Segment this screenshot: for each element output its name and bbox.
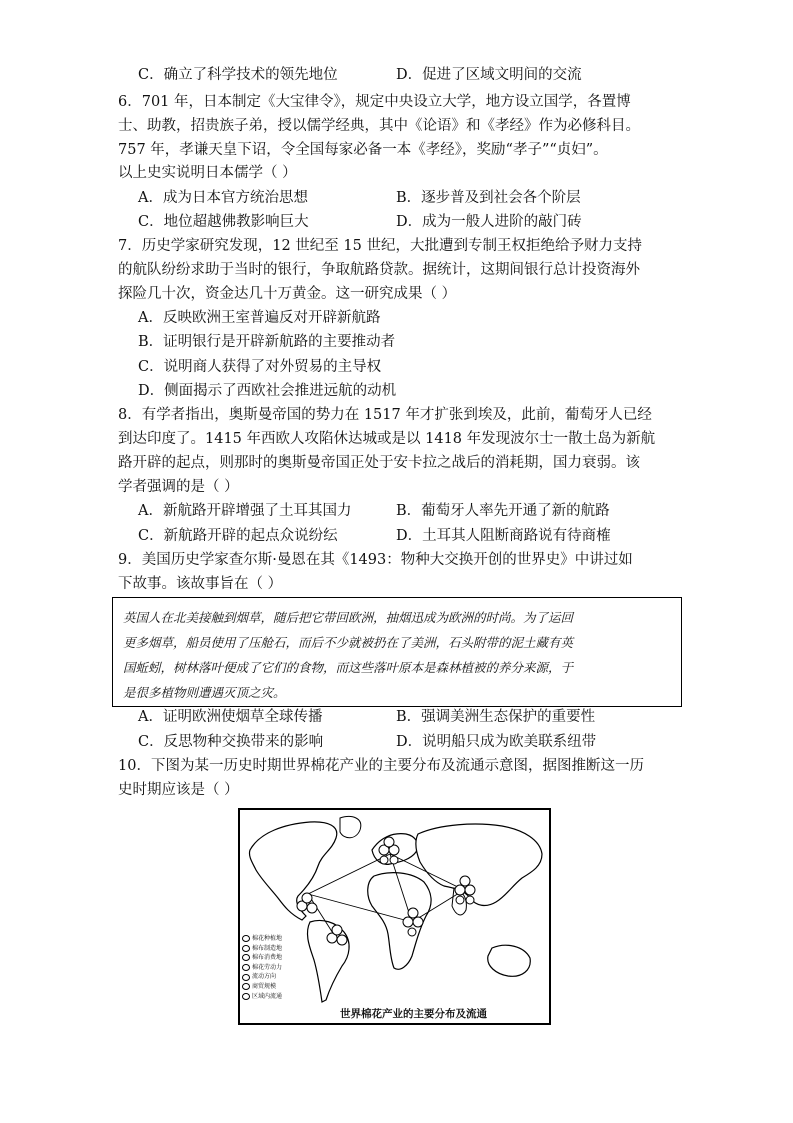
q9-material-box bbox=[112, 597, 682, 707]
q8-stem-line-3: 路开辟的起点，则那时的奥斯曼帝国正处于安卡拉之战后的消耗期，国力衰弱。该 bbox=[118, 455, 640, 471]
q8-option-b: B．葡萄牙人率先开通了新的航路 bbox=[396, 503, 610, 519]
q6-option-d: D．成为一般人进阶的敲门砖 bbox=[396, 214, 582, 230]
legend-item: 棉布消费地 bbox=[242, 953, 300, 963]
legend-arrow-icon bbox=[242, 974, 250, 981]
q6-stem-line-2: 士、助教，招贵族子弟，授以儒学经典，其中《论语》和《孝经》作为必修科目。 bbox=[118, 118, 640, 134]
q7-option-b: B．证明银行是开辟新航路的主要推动者 bbox=[138, 334, 396, 350]
asia-landmass bbox=[416, 824, 542, 905]
legend-symbol-icon bbox=[242, 935, 250, 942]
legend-item: 棉花种植地 bbox=[242, 934, 300, 944]
legend-symbol-icon bbox=[242, 983, 250, 990]
q8-stem-line-2: 到达印度了。1415 年西欧人攻陷休达城或是以 1418 年发现波尔士一散土岛为新航 bbox=[118, 431, 656, 447]
q9-stem-line-2: 下故事。该故事旨在（ ） bbox=[118, 576, 283, 592]
q8-stem-line-4: 学者强调的是（ ） bbox=[118, 479, 239, 495]
q8-option-c: C．新航路开辟的起点众说纷纭 bbox=[138, 528, 338, 544]
q5-option-c: C．确立了科学技术的领先地位 bbox=[138, 67, 338, 83]
q9-option-a: A．证明欧洲使烟草全球传播 bbox=[138, 709, 323, 725]
q9-material-line-3: 国蚯蚓，树林落叶便成了它们的食物，而这些落叶原本是森林植被的养分来源，于 bbox=[123, 660, 574, 675]
legend-cluster-icon bbox=[242, 993, 250, 1000]
q6-option-b: B．逐步普及到社会各个阶层 bbox=[396, 190, 581, 206]
legend-item: 棉布制造地 bbox=[242, 944, 300, 954]
australia-landmass bbox=[488, 945, 531, 976]
q6-option-a: A．成为日本官方统治思想 bbox=[138, 190, 308, 206]
legend-item: 商贸规模 bbox=[242, 982, 300, 992]
map-legend bbox=[242, 934, 300, 1001]
q5-option-d: D．促进了区域文明间的交流 bbox=[396, 67, 582, 83]
q7-stem-line-1: 7．历史学家研究发现，12 世纪至 15 世纪，大批遭到专制王权拒绝给予财力支持 bbox=[118, 238, 642, 254]
south-america-landmass bbox=[307, 920, 349, 1002]
q10-stem-line-1: 10．下图为某一历史时期世界棉花产业的主要分布及流通示意图，据图推断这一历 bbox=[118, 758, 644, 774]
q10-stem-line-2: 史时期应该是（ ） bbox=[118, 782, 239, 798]
map-caption: 世界棉花产业的主要分布及流通 bbox=[340, 1008, 487, 1020]
greenland-landmass bbox=[340, 817, 361, 838]
q9-material-line-1: 英国人在北美接触到烟草，随后把它带回欧洲，抽烟迅成为欧洲的时尚。为了运回 bbox=[123, 610, 574, 625]
legend-item: 棉花劳动力 bbox=[242, 963, 300, 973]
q9-material-line-2: 更多烟草，船员使用了压舱石，而后不少就被扔在了美洲，石头附带的泥土藏有英 bbox=[123, 635, 574, 650]
legend-symbol-icon bbox=[242, 945, 250, 952]
legend-item: 区域内流通 bbox=[242, 992, 300, 1002]
q9-option-d: D．说明船只成为欧美联系纽带 bbox=[396, 734, 597, 750]
q8-option-a: A．新航路开辟增强了土耳其国力 bbox=[138, 503, 352, 519]
legend-symbol-icon bbox=[242, 964, 250, 971]
q6-option-c: C．地位超越佛教影响巨大 bbox=[138, 214, 309, 230]
q6-stem-line-3: 757 年，孝谦天皇下诏，令全国每家必备一本《孝经》，奖励“孝子”“贞妇”。 bbox=[118, 142, 608, 158]
q6-stem-line-1: 6．701 年，日本制定《大宝律令》，规定中央设立大学，地方设立国学，各置博 bbox=[118, 94, 631, 110]
q9-option-b: B．强调美洲生态保护的重要性 bbox=[396, 709, 596, 725]
q7-stem-line-2: 的航队纷纷求助于当时的银行，争取航路贷款。据统计，这期间银行总计投资海外 bbox=[118, 262, 640, 278]
world-cotton-map bbox=[238, 808, 551, 1025]
legend-item: 流动方向 bbox=[242, 972, 300, 982]
legend-symbol-icon bbox=[242, 954, 250, 961]
q6-stem-line-4: 以上史实说明日本儒学（ ） bbox=[118, 165, 297, 181]
q9-stem-line-1: 9．美国历史学家查尔斯·曼恩在其《1493：物种大交换开创的世界史》中讲过如 bbox=[118, 552, 633, 568]
q9-option-c: C．反思物种交换带来的影响 bbox=[138, 734, 324, 750]
q9-material-line-4: 是很多植物则遭遇灭顶之灾。 bbox=[123, 685, 286, 700]
q8-stem-line-1: 8．有学者指出，奥斯曼帝国的势力在 1517 年才扩张到埃及，此前，葡萄牙人已经 bbox=[118, 407, 652, 423]
q7-option-d: D．侧面揭示了西欧社会推进远航的动机 bbox=[138, 383, 397, 399]
q8-option-d: D．土耳其人阻断商路说有待商榷 bbox=[396, 528, 611, 544]
q7-option-a: A．反映欧洲王室普遍反对开辟新航路 bbox=[138, 310, 381, 326]
q7-stem-line-3: 探险几十次，资金达几十万黄金。这一研究成果（ ） bbox=[118, 286, 457, 302]
q7-option-c: C．说明商人获得了对外贸易的主导权 bbox=[138, 359, 382, 375]
north-america-landmass bbox=[249, 822, 336, 920]
